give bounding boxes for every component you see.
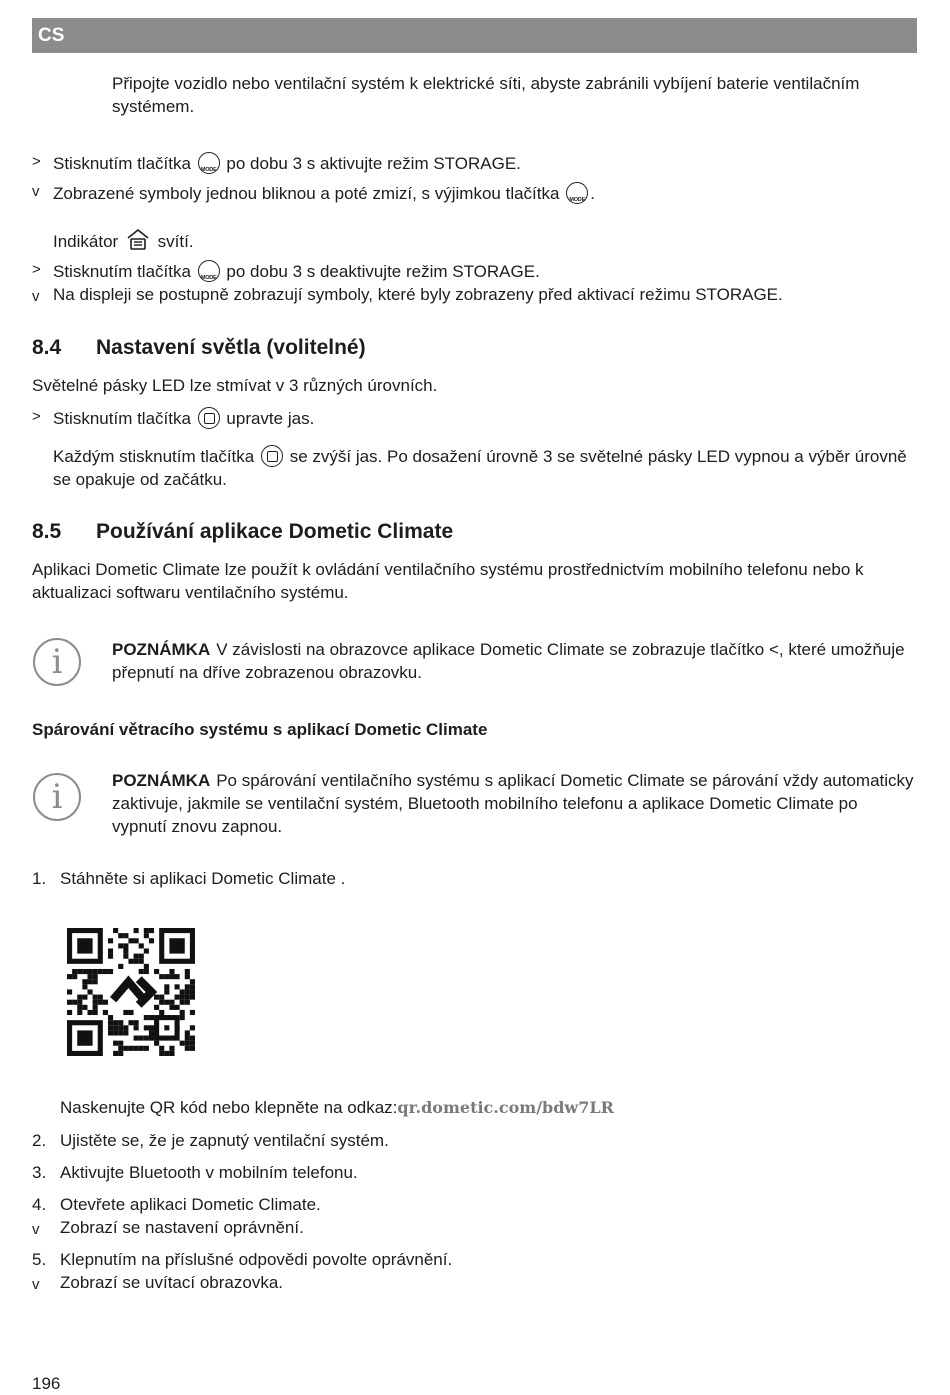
action-marker: >: [32, 408, 41, 425]
storage-step-activate: Stisknutím tlačítka MODE po dobu 3 s aktivujte režim STORAGE.: [53, 152, 913, 175]
step-text: Aktivujte Bluetooth v mobilním telefonu.: [60, 1163, 358, 1182]
step-text: Klepnutím na příslušné odpovědi povolte oprávnění.: [60, 1250, 453, 1269]
qr-caption: Naskenujte QR kód nebo klepněte na odkaz:qr.dometic.com/bdw7LR: [60, 1098, 614, 1117]
step-number: 4.: [32, 1195, 47, 1214]
info-icon: i: [33, 638, 81, 686]
action-marker: >: [32, 261, 41, 278]
language-code: CS: [38, 24, 65, 46]
info-icon: i: [33, 773, 81, 821]
result-text: Zobrazí se uvítací obrazovka.: [60, 1273, 283, 1292]
result-text: Zobrazí se nastavení oprávnění.: [60, 1218, 304, 1237]
step-text: Otevřete aplikaci Dometic Climate.: [60, 1195, 321, 1214]
step-text: Ujistěte se, že je zapnutý ventilační systém.: [60, 1131, 389, 1150]
result-marker: v: [32, 288, 40, 305]
qr-link[interactable]: qr.dometic.com/bdw7LR: [397, 1098, 614, 1117]
intro-paragraph: Připojte vozidlo nebo ventilační systém k elektrické síti, abyste zabránili vybíjení baterie ventilačním systémem.: [112, 74, 860, 116]
mode-button-icon: [198, 260, 220, 282]
note-back-button: POZNÁMKA V závislosti na obrazovce aplikace Dometic Climate se zobrazuje tlačítko <, které umožňuje přepnutí na dříve zobrazenou obrazovku.: [112, 640, 905, 682]
step-number: 5.: [32, 1250, 47, 1269]
result-marker: v: [32, 1276, 40, 1293]
pairing-subheading: Spárování větracího systému s aplikací Dometic Climate: [32, 720, 488, 739]
storage-indicator-icon: [125, 227, 151, 253]
step-number: 2.: [32, 1131, 47, 1150]
section-8-4-intro: Světelné pásky LED lze stmívat v 3 různých úrovních.: [32, 376, 438, 395]
storage-result-deactivate: Na displeji se postupně zobrazují symboly, které byly zobrazeny před aktivací režimu STORAGE.: [53, 285, 783, 304]
mode-button-icon: [566, 182, 588, 204]
light-button-icon: [261, 445, 283, 467]
step-number: 3.: [32, 1163, 47, 1182]
section-8-5-intro: Aplikaci Dometic Climate lze použít k ovládání ventilačního systému prostřednictvím mobilního telefonu nebo k aktualizaci softwaru ventilačního systému.: [32, 560, 864, 602]
mode-button-icon: [198, 152, 220, 174]
storage-result-activate: Zobrazené symboly jednou bliknou a poté zmizí, s výjimkou tlačítka MODE .: [53, 182, 913, 205]
light-step: Stisknutím tlačítka upravte jas.: [53, 409, 315, 428]
light-step-detail: Každým stisknutím tlačítka se zvýší jas. Po dosažení úrovně 3 se světelné pásky LED vypnou a výběr úrovně se opakuje od začátku.: [53, 447, 907, 489]
section-heading-8-4: 8.4 Nastavení světla (volitelné): [32, 336, 366, 359]
step-text: Stáhněte si aplikaci Dometic Climate .: [60, 869, 346, 888]
storage-indicator-line: Indikátor svítí.: [53, 227, 913, 253]
note-auto-pairing: POZNÁMKA Po spárování ventilačního systému s aplikací Dometic Climate se párování vždy automaticky zaktivuje, jakmile se ventilační systém, Bluetooth mobilního telefonu a aplikace Dometic Climate po vypnutí znovu zapnou.: [112, 771, 914, 836]
light-button-icon: [198, 407, 220, 429]
language-header-bar: [32, 18, 917, 53]
section-heading-8-5: 8.5 Používání aplikace Dometic Climate: [32, 520, 454, 543]
action-marker: >: [32, 153, 41, 170]
page-number: 196: [32, 1374, 61, 1393]
result-marker: v: [32, 183, 40, 200]
qr-code-image[interactable]: [67, 928, 195, 1056]
result-marker: v: [32, 1221, 40, 1238]
step-number: 1.: [32, 869, 47, 888]
storage-step-deactivate: Stisknutím tlačítka MODE po dobu 3 s deaktivujte režim STORAGE.: [53, 260, 913, 283]
